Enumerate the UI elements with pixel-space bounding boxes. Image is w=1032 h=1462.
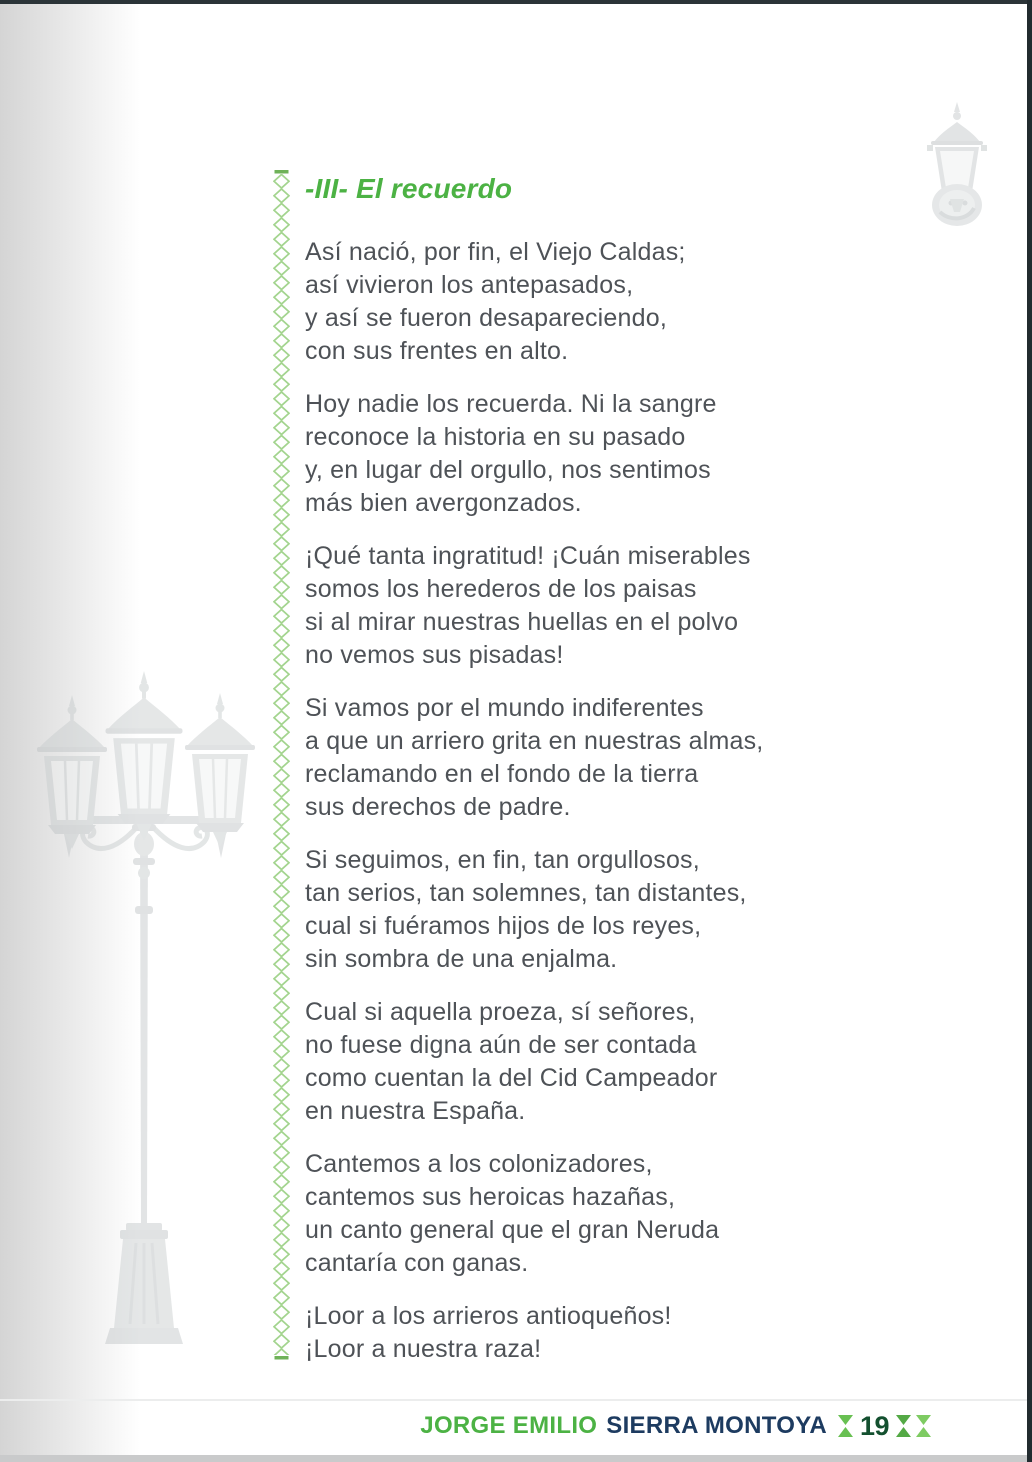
page-number-ornament (837, 1411, 932, 1442)
wall-lantern-watermark-image (920, 100, 995, 230)
poem-line: tan serios, tan solemnes, tan distantes, (305, 879, 747, 907)
poem-stanza (305, 540, 845, 672)
poem-stanza (305, 1300, 845, 1366)
footer (0, 1406, 932, 1446)
poem-stanza (305, 996, 845, 1128)
poem-line: cual si fuéramos hijos de los reyes, (305, 912, 702, 940)
poem-line: así vivieron los antepasados, (305, 271, 634, 299)
hourglass-icon (915, 1414, 932, 1438)
poem-line: Si seguimos, en fin, tan orgullosos, (305, 846, 700, 874)
poem-line: ¡Loor a los arrieros antioqueños! (305, 1302, 672, 1330)
poem-line: un canto general que el gran Neruda (305, 1216, 720, 1244)
diamond-chain-border (273, 170, 290, 1360)
street-lamp-watermark-image (24, 668, 269, 1358)
hourglass-icon (895, 1414, 912, 1438)
poem-line: Cantemos a los colonizadores, (305, 1150, 653, 1178)
poem-stanza (305, 236, 845, 368)
poem-line: no fuese digna aún de ser contada (305, 1031, 697, 1059)
poem-line: reconoce la historia en su pasado (305, 423, 686, 451)
poem-line: reclamando en el fondo de la tierra (305, 760, 699, 788)
poem-line: como cuentan la del Cid Campeador (305, 1064, 718, 1092)
poem-line: no vemos sus pisadas! (305, 641, 564, 669)
right-edge-bar (1027, 0, 1032, 1462)
poem-stanza (305, 844, 845, 976)
poem-line: a que un arriero grita en nuestras almas, (305, 727, 764, 755)
poem-line: Si vamos por el mundo indiferentes (305, 694, 704, 722)
poem-line: ¡Loor a nuestra raza! (305, 1335, 542, 1363)
poem-line: si al mirar nuestras huellas en el polvo (305, 608, 739, 636)
poem-line: más bien avergonzados. (305, 489, 582, 517)
author-first-name: JORGE EMILIO (420, 1412, 598, 1439)
poem-line: Así nació, por fin, el Viejo Caldas; (305, 238, 686, 266)
poem-stanza (305, 692, 845, 824)
poem-line: somos los herederos de los paisas (305, 575, 697, 603)
poem-line: con sus frentes en alto. (305, 337, 569, 365)
poem-stanza (305, 388, 845, 520)
poem-line: Cual si aquella proeza, sí señores, (305, 998, 696, 1026)
poem-line: sin sombra de una enjalma. (305, 945, 618, 973)
author-last-name: SIERRA MONTOYA (606, 1412, 827, 1439)
poem-line: en nuestra España. (305, 1097, 526, 1125)
poem-line: sus derechos de padre. (305, 793, 571, 821)
poem-line: y, en lugar del orgullo, nos sentimos (305, 456, 711, 484)
hourglass-icon (837, 1414, 854, 1438)
section-title: -III- El recuerdo (305, 173, 513, 204)
poem-line: y así se fueron desapareciendo, (305, 304, 667, 332)
footer-divider (0, 1399, 1027, 1401)
poem-line: Hoy nadie los recuerda. Ni la sangre (305, 390, 717, 418)
poem-line: cantaría con ganas. (305, 1249, 529, 1277)
bottom-edge-bar (0, 1455, 1032, 1462)
page-number: 19 (859, 1410, 889, 1441)
poem-stanza (305, 1148, 845, 1280)
poem (305, 236, 845, 1386)
poem-line: cantemos sus heroicas hazañas, (305, 1183, 676, 1211)
poem-line: ¡Qué tanta ingratitud! ¡Cuán miserables (305, 542, 751, 570)
author-name (420, 1412, 827, 1440)
top-edge-bar (0, 0, 1032, 4)
